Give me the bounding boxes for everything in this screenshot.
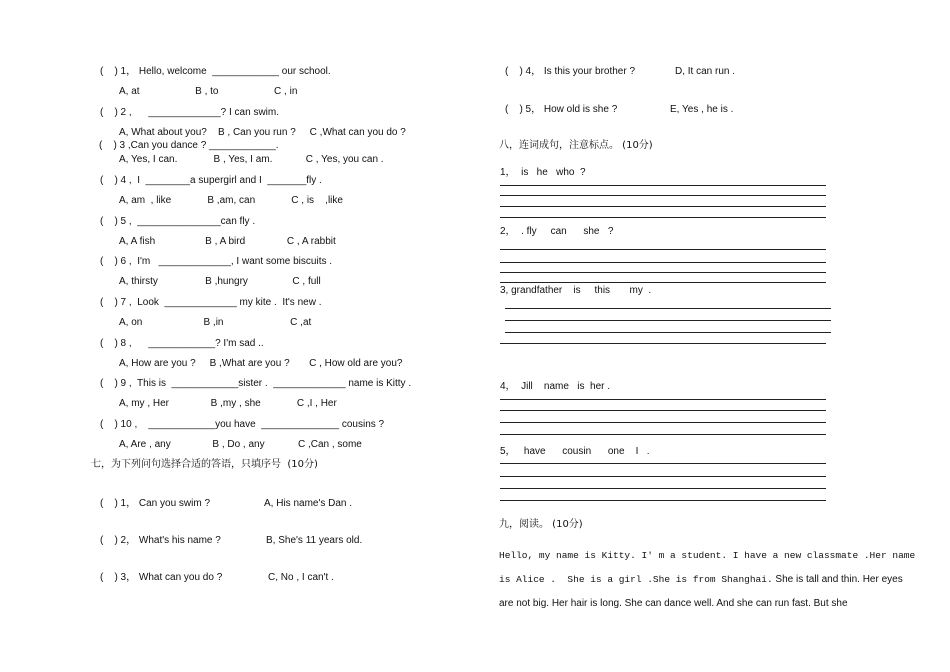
sentence-1-words: 1， is he who ? bbox=[500, 167, 586, 178]
answer-line[interactable] bbox=[500, 272, 826, 273]
question-4: ( ) 4 , I ________a supergirl and I _______fly . bbox=[100, 175, 322, 186]
match-question-1: ( ) 1， Can you swim ? bbox=[100, 498, 211, 509]
match-answer-c: C, No , I can't . bbox=[268, 572, 334, 583]
answer-line[interactable] bbox=[500, 434, 826, 435]
section-8-title: 八，连词成句，注意标点。 (10分) bbox=[499, 140, 653, 151]
answer-line[interactable] bbox=[500, 206, 826, 207]
sentence-5-words: 5， have cousin one I . bbox=[500, 446, 650, 457]
match-answer-b: B, She's 11 years old. bbox=[266, 535, 363, 546]
answer-line[interactable] bbox=[500, 410, 826, 411]
reading-line-2-part-b: She is tall and thin. Her eyes bbox=[772, 574, 903, 585]
question-9: ( ) 9 , This is ____________sister . _____________ name is Kitty . bbox=[100, 378, 412, 389]
options-9: A, my , Her B ,my , she C ,I , Her bbox=[119, 398, 337, 409]
options-10: A, Are , any B , Do , any C ,Can , some bbox=[119, 439, 362, 450]
answer-line[interactable] bbox=[500, 399, 826, 400]
options-8: A, How are you ? B ,What are you ? C , How old are you? bbox=[119, 358, 403, 369]
options-6: A, thirsty B ,hungry C , full bbox=[119, 276, 321, 287]
question-10: ( ) 10 , ____________you have ______________ cousins ? bbox=[100, 419, 385, 430]
question-6: ( ) 6 , I'm _____________, I want some biscuits . bbox=[100, 256, 333, 267]
options-3: A, Yes, I can. B , Yes, I am. C , Yes, you can . bbox=[119, 154, 384, 165]
question-1: ( ) 1， Hello, welcome ____________ our school. bbox=[100, 66, 331, 77]
answer-line[interactable] bbox=[500, 282, 826, 283]
question-3: ( ) 3 ,Can you dance ? ____________. bbox=[99, 140, 279, 151]
answer-line[interactable] bbox=[505, 320, 831, 321]
sentence-3-words: 3, grandfather is this my . bbox=[500, 285, 652, 296]
reading-line-2-part-a: is Alice . She is a girl .She is from Shanghai. bbox=[499, 574, 773, 585]
answer-line[interactable] bbox=[500, 488, 826, 489]
options-1: A, at B , to C , in bbox=[119, 86, 298, 97]
right-column bbox=[475, 0, 950, 672]
reading-line-2 bbox=[499, 574, 903, 586]
answer-line[interactable] bbox=[500, 422, 826, 423]
section-7-title: 七，为下列问句选择合适的答语，只填序号 (10分) bbox=[91, 459, 318, 470]
answer-line[interactable] bbox=[500, 185, 826, 186]
match-answer-a: A, His name's Dan . bbox=[264, 498, 353, 509]
match-question-3: ( ) 3， What can you do ? bbox=[100, 572, 223, 583]
question-8: ( ) 8 , ____________? I'm sad .. bbox=[100, 338, 264, 349]
section-9-title: 九，阅读。 (10分) bbox=[499, 519, 583, 530]
reading-line-1: Hello, my name is Kitty. I' m a student. I have a new classmate .Her name bbox=[499, 550, 916, 561]
match-question-5: ( ) 5， How old is she ? bbox=[505, 104, 618, 115]
answer-line[interactable] bbox=[500, 217, 826, 218]
sentence-2-words: 2， . fly can she ? bbox=[500, 226, 614, 237]
question-7: ( ) 7 , Look _____________ my kite . It's new . bbox=[100, 297, 322, 308]
answer-line[interactable] bbox=[505, 332, 831, 333]
answer-line[interactable] bbox=[505, 308, 831, 309]
sentence-4-words: 4， Jill name is her . bbox=[500, 381, 611, 392]
match-question-4: ( ) 4， Is this your brother ? bbox=[505, 66, 636, 77]
options-5: A, A fish B , A bird C , A rabbit bbox=[119, 236, 336, 247]
match-question-2: ( ) 2， What's his name ? bbox=[100, 535, 221, 546]
match-answer-d: D, It can run . bbox=[675, 66, 736, 77]
reading-line-3: are not big. Her hair is long. She can dance well. And she can run fast. But she bbox=[499, 598, 848, 609]
match-answer-e: E, Yes , he is . bbox=[670, 104, 734, 115]
answer-line[interactable] bbox=[500, 262, 826, 263]
answer-line[interactable] bbox=[500, 343, 826, 344]
question-5: ( ) 5 , _______________can fly . bbox=[100, 216, 256, 227]
answer-line[interactable] bbox=[500, 476, 826, 477]
answer-line[interactable] bbox=[500, 195, 826, 196]
answer-line[interactable] bbox=[500, 463, 826, 464]
answer-line[interactable] bbox=[500, 500, 826, 501]
options-7: A, on B ,in C ,at bbox=[119, 317, 312, 328]
options-4: A, am , like B ,am, can C , is ,like bbox=[119, 195, 343, 206]
options-2: A, What about you? B , Can you run ? C ,What can you do ? bbox=[119, 127, 406, 138]
question-2: ( ) 2 , _____________? I can swim. bbox=[100, 107, 279, 118]
answer-line[interactable] bbox=[500, 249, 826, 250]
